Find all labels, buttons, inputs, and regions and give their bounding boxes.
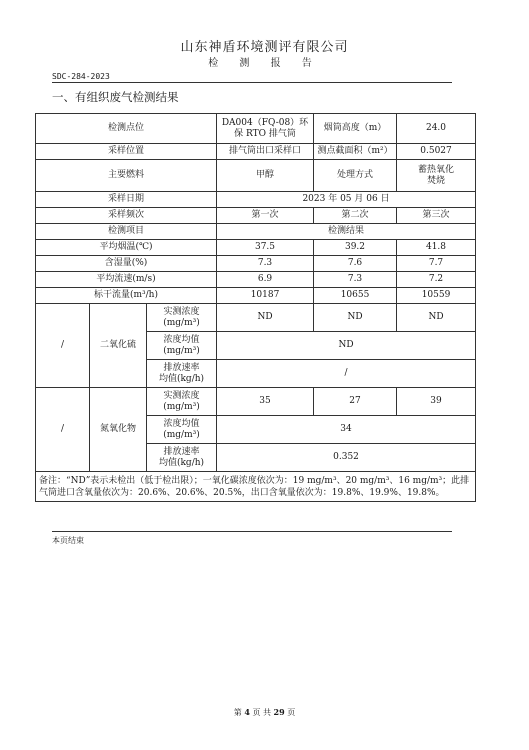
avg-temp-label: 平均烟温(℃) <box>36 240 217 256</box>
footer-prefix: 第 <box>233 708 242 717</box>
nox-conc-1: 35 <box>217 388 314 416</box>
avg-temp-2: 39.2 <box>314 240 397 256</box>
footer-divider <box>52 531 452 532</box>
test-result-label: 检测结果 <box>217 224 476 240</box>
frequency-1: 第一次 <box>217 208 314 224</box>
end-of-page-note: 本页结束 <box>52 536 84 545</box>
page-number: 4 <box>244 707 250 717</box>
table-row <box>36 240 476 256</box>
table-row <box>36 472 476 502</box>
table-row <box>36 114 476 144</box>
section-area-value: 0.5027 <box>397 144 476 160</box>
fuel-label: 主要燃料 <box>36 160 217 192</box>
so2-limit: / <box>36 304 90 388</box>
nox-rate-label: 排放速率 均值(kg/h) <box>147 444 217 472</box>
so2-rate-label: 排放速率 均值(kg/h) <box>147 360 217 388</box>
document-number: SDC-284-2023 <box>52 72 110 81</box>
frequency-3: 第三次 <box>397 208 476 224</box>
table-row <box>36 144 476 160</box>
point-value: DA004（FQ-08）环 保 RTO 排气筒 <box>217 114 314 144</box>
avg-velocity-label: 平均流速(m/s) <box>36 272 217 288</box>
table-row <box>36 288 476 304</box>
sampling-position-value: 排气筒出口采样口 <box>217 144 314 160</box>
so2-name: 二氧化硫 <box>90 304 147 388</box>
nox-conc-label: 实测浓度 (mg/m³) <box>147 388 217 416</box>
table-row <box>36 256 476 272</box>
nox-avg-value: 34 <box>217 416 476 444</box>
dry-flow-3: 10559 <box>397 288 476 304</box>
so2-conc-2: ND <box>314 304 397 332</box>
stack-height-value: 24.0 <box>397 114 476 144</box>
nox-conc-2: 27 <box>314 388 397 416</box>
frequency-2: 第二次 <box>314 208 397 224</box>
so2-avg-value: ND <box>217 332 476 360</box>
sampling-date-value: 2023 年 05 月 06 日 <box>217 192 476 208</box>
treatment-value: 蓄热氧化 焚烧 <box>397 160 476 192</box>
test-item-label: 检测项目 <box>36 224 217 240</box>
fuel-value: 甲醇 <box>217 160 314 192</box>
so2-conc-1: ND <box>217 304 314 332</box>
sampling-position-label: 采样位置 <box>36 144 217 160</box>
company-name: 山东神盾环境测评有限公司 <box>180 40 349 55</box>
table-row <box>36 224 476 240</box>
nox-name: 氮氧化物 <box>90 388 147 472</box>
table-row <box>36 388 476 416</box>
nox-avg-label: 浓度均值 (mg/m³) <box>147 416 217 444</box>
table-note: 备注：“ND”表示未检出（低于检出限）；一氧化碳浓度依次为：19 mg/m³、20 mg/m³、16 mg/m³；此排气筒进口含氧量依次为：20.6%、20.6%、20.5%，出口含氧量依次为：19.8%、19.9%、19.8%。 <box>36 472 476 502</box>
moisture-2: 7.6 <box>314 256 397 272</box>
footer-suffix: 页 <box>287 708 296 717</box>
avg-velocity-2: 7.3 <box>314 272 397 288</box>
table-row <box>36 208 476 224</box>
section-area-label: 测点截面积（m²） <box>314 144 397 160</box>
moisture-label: 含湿量(%) <box>36 256 217 272</box>
avg-temp-1: 37.5 <box>217 240 314 256</box>
so2-avg-label: 浓度均值 (mg/m³) <box>147 332 217 360</box>
sampling-date-label: 采样日期 <box>36 192 217 208</box>
table-row <box>36 160 476 192</box>
results-table <box>35 113 476 502</box>
table-row <box>36 272 476 288</box>
dry-flow-2: 10655 <box>314 288 397 304</box>
moisture-3: 7.7 <box>397 256 476 272</box>
frequency-label: 采样频次 <box>36 208 217 224</box>
total-pages: 29 <box>273 707 285 717</box>
so2-conc-3: ND <box>397 304 476 332</box>
treatment-label: 处理方式 <box>314 160 397 192</box>
footer-middle: 页 共 <box>252 708 271 717</box>
avg-velocity-3: 7.2 <box>397 272 476 288</box>
so2-conc-label: 实测浓度 (mg/m³) <box>147 304 217 332</box>
so2-rate-value: / <box>217 360 476 388</box>
dry-flow-1: 10187 <box>217 288 314 304</box>
avg-temp-3: 41.8 <box>397 240 476 256</box>
nox-conc-3: 39 <box>397 388 476 416</box>
point-label: 检测点位 <box>36 114 217 144</box>
nox-rate-value: 0.352 <box>217 444 476 472</box>
section-title: 一、有组织废气检测结果 <box>52 90 179 104</box>
page-footer <box>0 707 529 718</box>
dry-flow-label: 标干流量(m³/h) <box>36 288 217 304</box>
table-row <box>36 192 476 208</box>
stack-height-label: 烟筒高度（m） <box>314 114 397 144</box>
moisture-1: 7.3 <box>217 256 314 272</box>
header-divider <box>52 82 452 83</box>
avg-velocity-1: 6.9 <box>217 272 314 288</box>
report-subtitle: 检 测 报 告 <box>208 58 321 69</box>
table-row <box>36 304 476 332</box>
nox-limit: / <box>36 388 90 472</box>
